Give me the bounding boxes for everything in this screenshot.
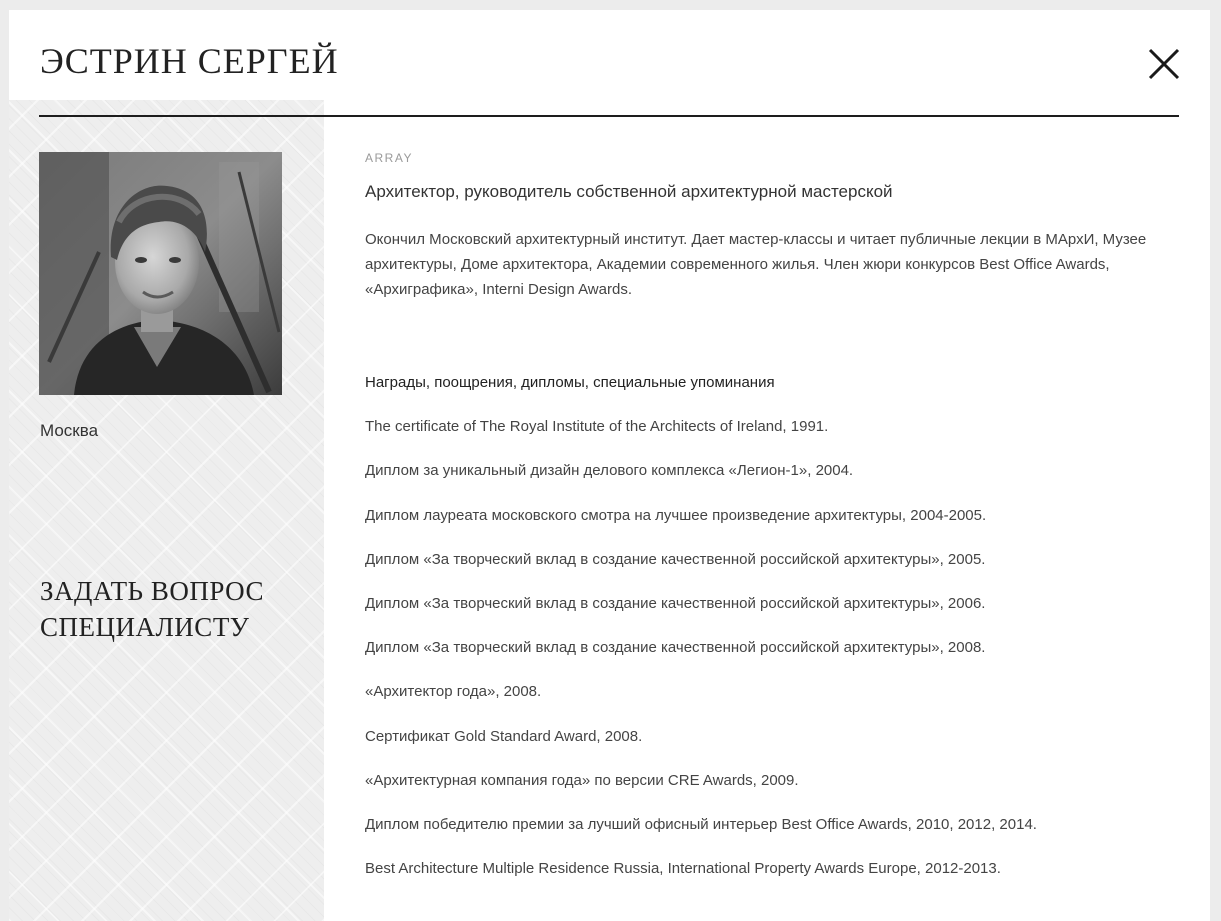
award-item: Диплом «За творческий вклад в создание качественной российской архитектуры», 2006.	[365, 594, 986, 612]
award-item: The certificate of The Royal Institute of the Architects of Ireland, 1991.	[365, 418, 829, 436]
awards-heading: Награды, поощрения, дипломы, специальные упоминания	[365, 374, 775, 391]
award-item: Сертификат Gold Standard Award, 2008.	[365, 727, 643, 745]
award-item: Диплом за уникальный дизайн делового комплекса «Легион-1», 2004.	[365, 462, 854, 480]
header-divider	[39, 115, 1179, 117]
profile-content	[365, 150, 1175, 879]
city-label: Москва	[40, 421, 99, 440]
close-button[interactable]	[1145, 45, 1183, 83]
awards-list	[365, 417, 1175, 879]
profile-modal	[9, 10, 1210, 921]
award-item: Диплом лауреата московского смотра на лучшее произведение архитектуры, 2004-2005.	[365, 506, 987, 524]
award-item: Диплом «За творческий вклад в создание качественной российской архитектуры», 2005.	[365, 550, 986, 568]
bio-text: Окончил Московский архитектурный институт. Дает мастер-классы и читает публичные лекции в МАрхИ, Музее архитектуры, Доме архитектора, Академии современного жилья. Член жюри конкурсов Best Office Awards, «Архиграфика», Interni Design Awards.	[365, 231, 1147, 298]
award-item: «Архитектор года», 2008.	[365, 683, 542, 701]
ask-specialist-link[interactable]: ЗАДАТЬ ВОПРОС СПЕЦИАЛИСТУ	[40, 576, 265, 642]
award-item: Диплом «За творческий вклад в создание качественной российской архитектуры», 2008.	[365, 639, 986, 657]
award-item: Best Architecture Multiple Residence Russia, International Property Awards Europe, 2012-2013.	[365, 860, 1001, 878]
award-item: «Архитектурная компания года» по версии CRE Awards, 2009.	[365, 771, 799, 789]
role-title: Архитектор, руководитель собственной архитектурной мастерской	[365, 182, 893, 201]
organization-tag: ARRAY	[365, 151, 413, 165]
award-item: Диплом победителю премии за лучший офисный интерьер Best Office Awards, 2010, 2012, 2014.	[365, 815, 1037, 833]
profile-photo	[39, 152, 282, 395]
close-icon	[1145, 45, 1183, 83]
page-title: ЭСТРИН СЕРГЕЙ	[40, 41, 339, 81]
